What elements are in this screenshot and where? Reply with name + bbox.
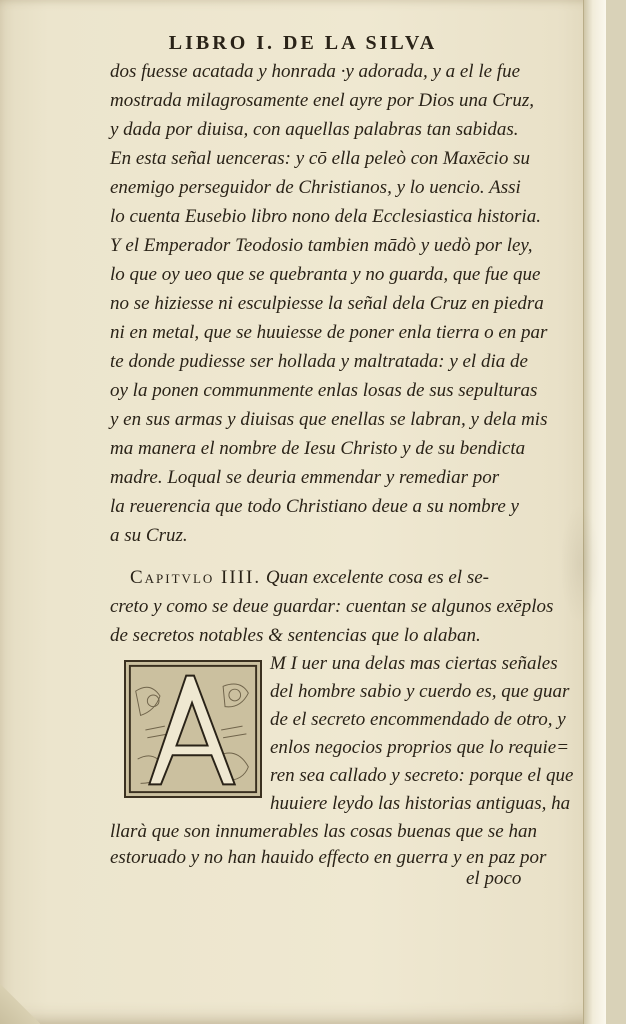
chapter-text-line: enlos negocios proprios que lo requie=	[270, 737, 570, 758]
body-line: ni en metal, que se huuiesse de poner enla tierra o en par	[110, 322, 548, 343]
woodcut-initial-A-icon	[124, 660, 262, 798]
body-line: En esta señal uenceras: y cō ella peleò con Maxēcio su	[110, 148, 530, 169]
catchword: el poco	[466, 868, 522, 889]
body-line: dos fuesse acatada y honrada ·y adorada, y a el le fue	[110, 61, 521, 82]
body-line: a su Cruz.	[110, 525, 188, 546]
body-line: no se hiziesse ni esculpiesse la señal dela Cruz en piedra	[110, 293, 544, 314]
body-line: lo cuenta Eusebio libro nono dela Ecclesiastica historia.	[110, 206, 541, 227]
body-line: madre. Loqual se deuria emmendar y remediar por	[110, 467, 500, 488]
page-corner	[0, 984, 40, 1024]
body-line: y dada por diuisa, con aquellas palabras tan sabidas.	[110, 119, 519, 140]
chapter-title-line: creto y como se deue guardar: cuentan se algunos exēplos	[110, 596, 554, 617]
chapter-number: Capitvlo IIII.	[130, 567, 262, 588]
body-line: Y el Emperador Teodosio tambien mādò y uedò por ley,	[110, 235, 533, 256]
body-line: la reuerencia que todo Christiano deue a su nombre y	[110, 496, 519, 517]
chapter-text-line: del hombre sabio y cuerdo es, que guar	[270, 681, 570, 702]
chapter-text-line: de el secreto encommendado de otro, y	[270, 709, 566, 730]
chapter-text-line: M I uer una delas mas ciertas señales	[270, 653, 558, 674]
body-line: te donde pudiesse ser hollada y maltratada: y el dia de	[110, 351, 528, 372]
chapter-text-line: ren sea callado y secreto: porque el que	[270, 765, 574, 786]
chapter-text-line: llarà que son innumerables las cosas buenas que se han	[110, 821, 537, 842]
ink-bleed	[560, 504, 600, 624]
body-line: mostrada milagrosamente enel ayre por Dios una Cruz,	[110, 90, 534, 111]
chapter-title-part: Quan excelente cosa es el se-	[265, 567, 489, 588]
body-line: ma manera el nombre de Iesu Christo y de su bendicta	[110, 438, 526, 459]
body-line: lo que oy ueo que se quebranta y no guarda, que fue que	[110, 264, 541, 285]
running-head: LIBRO I. DE LA SILVA	[168, 32, 438, 54]
body-line: y en sus armas y diuisas que enellas se labran, y dela mis	[110, 409, 548, 430]
chapter-text-line: huuiere leydo las historias antiguas, ha	[270, 793, 571, 814]
body-line: enemigo perseguidor de Christianos, y lo uencio. Assi	[110, 177, 521, 198]
chapter-title-line: de secretos notables & sentencias que lo alaban.	[110, 625, 481, 646]
chapter-text-line: estoruado y no han hauido effecto en guerra y en paz por	[110, 847, 547, 868]
body-line: oy la ponen communmente enlas losas de sus sepulturas	[110, 380, 538, 401]
chapter-heading	[130, 566, 489, 590]
